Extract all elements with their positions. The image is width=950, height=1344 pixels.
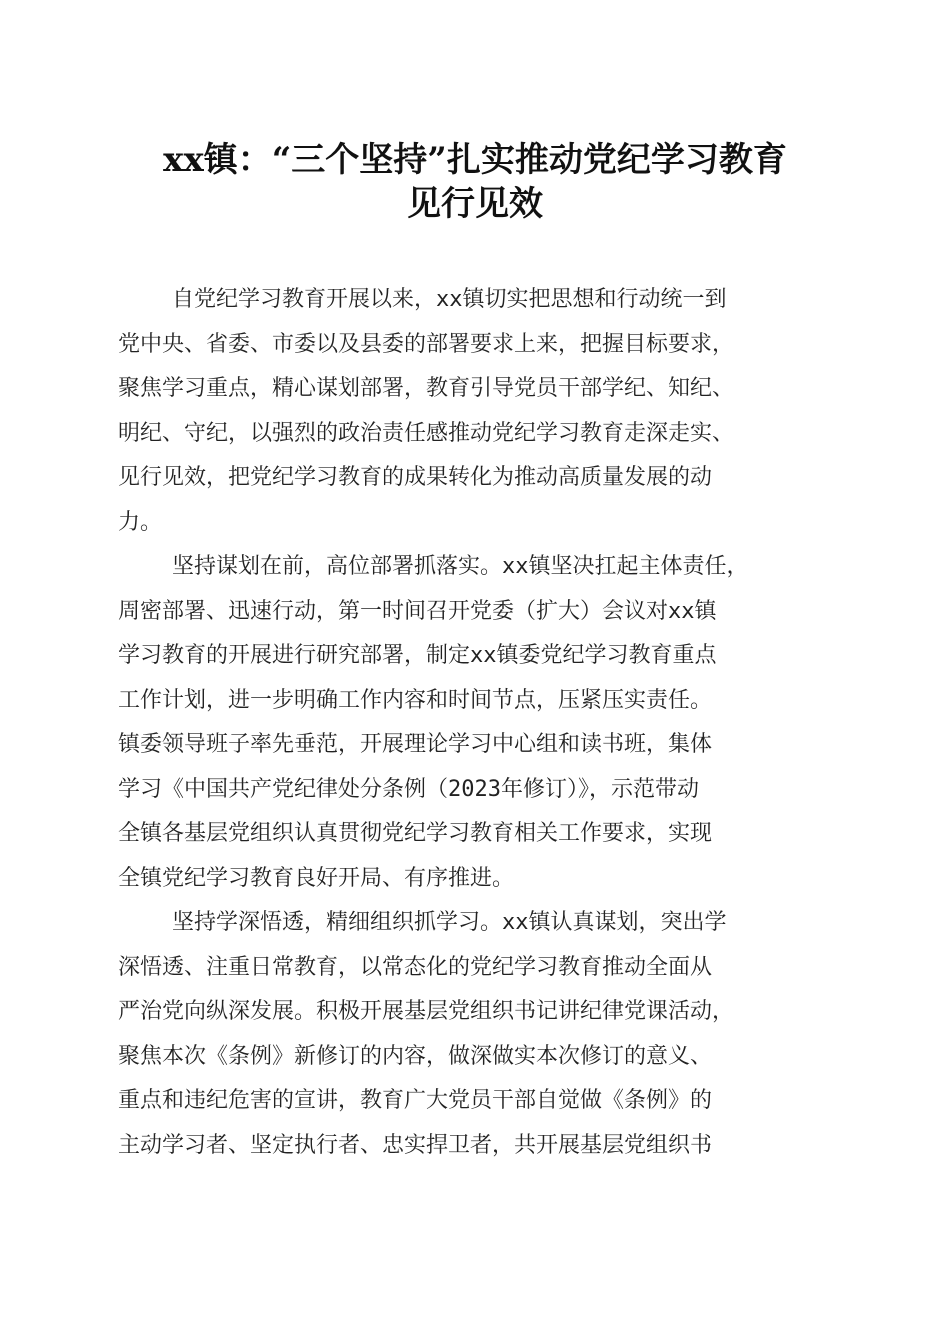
paragraph-2 (118, 545, 838, 901)
title-line-2: 见行见效 (407, 184, 543, 224)
paragraph-line: 聚焦本次《条例》新修订的内容，做深做实本次修订的意义、 (118, 1043, 713, 1069)
paragraph-line: 自党纪学习教育开展以来，xx镇切实把思想和行动统一到 (172, 287, 727, 312)
document-body (118, 278, 838, 1168)
paragraph-line: 党中央、省委、市委以及县委的部署要求上来，把握目标要求， (118, 331, 735, 357)
paragraph-line: 工作计划，进一步明确工作内容和时间节点，压紧压实责任。 (118, 687, 713, 713)
paragraph-line: 周密部署、迅速行动，第一时间召开党委（扩大）会议对xx镇 (118, 598, 717, 624)
paragraph-line: 学习《中国共产党纪律处分条例（2023年修订）》，示范带动 (118, 776, 699, 802)
paragraph-line: 学习教育的开展进行研究部署，制定xx镇委党纪学习教育重点 (118, 643, 717, 668)
paragraph-line: 全镇党纪学习教育良好开局、有序推进。 (118, 865, 515, 891)
paragraph-line: 深悟透、注重日常教育，以常态化的党纪学习教育推动全面从 (118, 954, 713, 980)
paragraph-line: 主动学习者、坚定执行者、忠实捍卫者，共开展基层党组织书 (118, 1132, 713, 1158)
paragraph-line: 见行见效，把党纪学习教育的成果转化为推动高质量发展的动 (118, 465, 713, 490)
paragraph-line: 聚焦学习重点，精心谋划部署，教育引导党员干部学纪、知纪、 (118, 376, 735, 401)
paragraph-3 (118, 901, 838, 1168)
paragraph-1 (118, 278, 838, 545)
paragraph-line: 坚持谋划在前，高位部署抓落实。xx镇坚决扛起主体责任， (172, 554, 749, 579)
paragraph-line: 力。 (118, 509, 163, 535)
paragraph-line: 全镇各基层党组织认真贯彻党纪学习教育相关工作要求，实现 (118, 821, 713, 846)
paragraph-line: 坚持学深悟透，精细组织抓学习。xx镇认真谋划，突出学 (172, 910, 727, 935)
document-title (100, 138, 850, 226)
paragraph-line: 镇委领导班子率先垂范，开展理论学习中心组和读书班，集体 (118, 732, 713, 757)
title-line-1: xx镇：“三个坚持”扎实推动党纪学习教育 (163, 140, 787, 180)
paragraph-line: 严治党向纵深发展。积极开展基层党组织书记讲纪律党课活动， (118, 999, 735, 1024)
paragraph-line: 重点和违纪危害的宣讲，教育广大党员干部自觉做《条例》的 (118, 1088, 713, 1113)
paragraph-line: 明纪、守纪，以强烈的政治责任感推动党纪学习教育走深走实、 (118, 420, 735, 446)
